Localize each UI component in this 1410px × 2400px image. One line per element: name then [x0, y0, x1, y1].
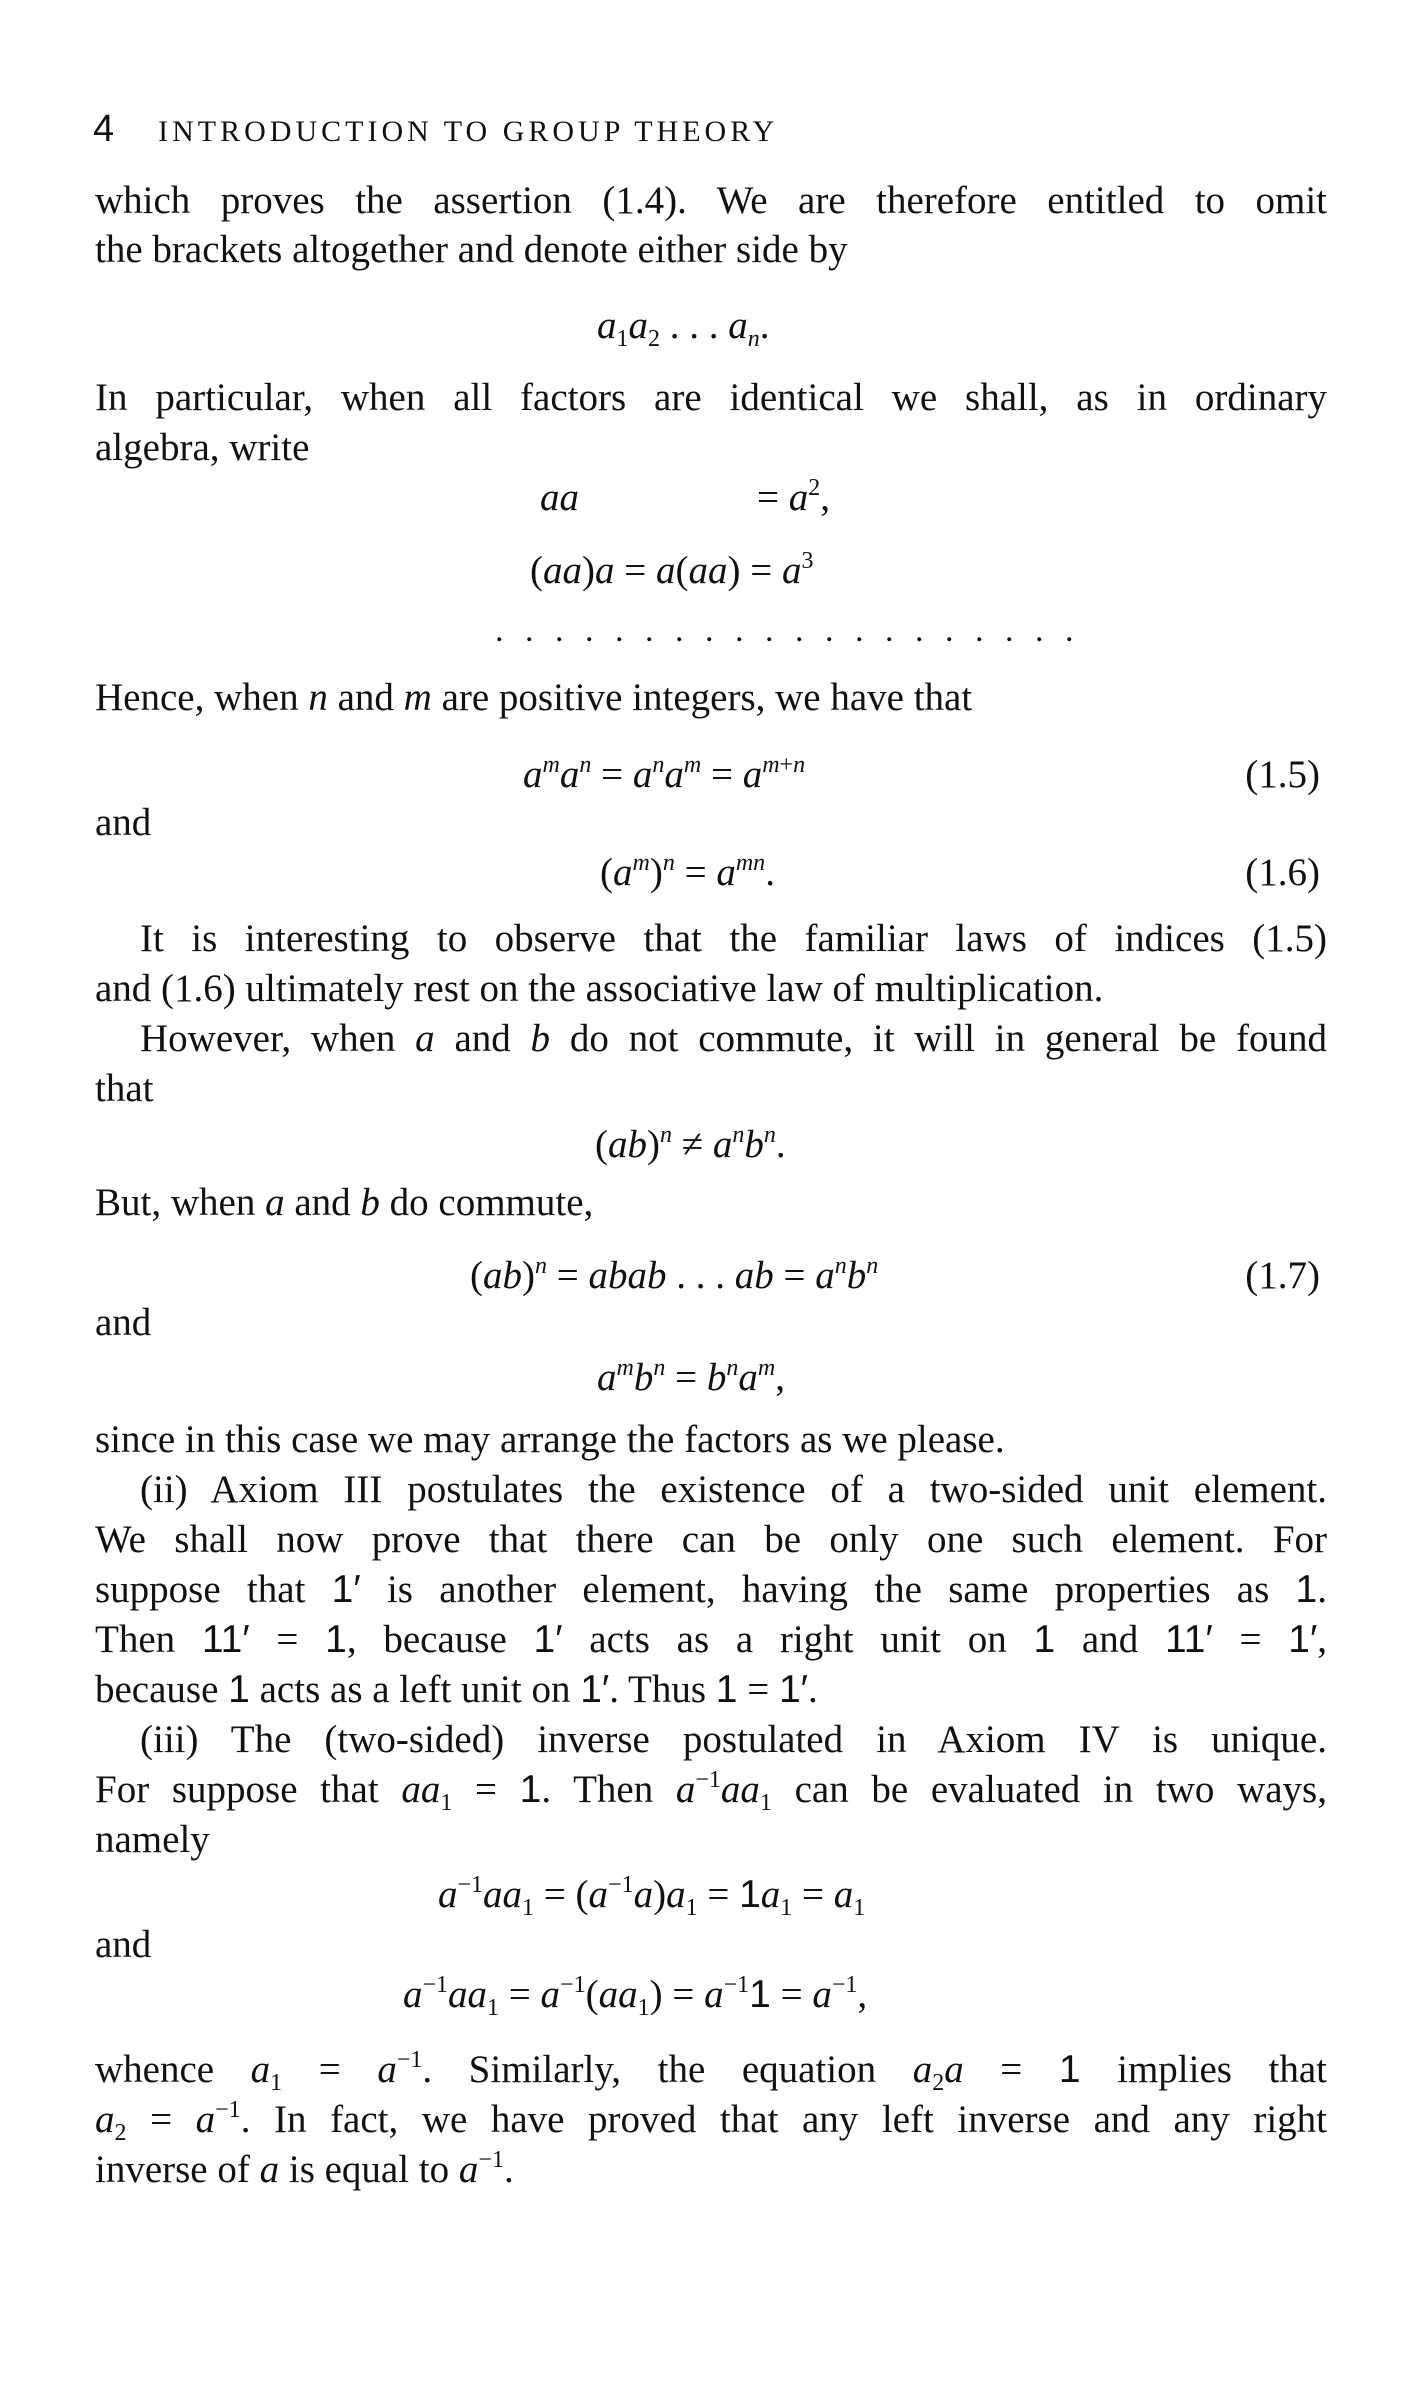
running-title: INTRODUCTION TO GROUP THEORY: [158, 115, 779, 148]
equation: (ab)$^n$ = abab . . . ab = $a^nb^n$: [470, 1253, 879, 1297]
text-line: It is interesting to observe that the familiar laws of indices (1.5): [140, 917, 1327, 960]
equation: $a^{-1}aa_1 = (a^{-1}a)a_1 = 1a_1 = a_1$: [438, 1872, 866, 1921]
text-line: and: [95, 1301, 152, 1344]
text-line: the brackets altogether and denote either side by: [95, 228, 848, 271]
text-line: For suppose that $aa_1 = 1$. Then $a^{-1}aa_1$ can be evaluated in two ways,: [95, 1767, 1327, 1816]
text-line: that: [95, 1067, 154, 1110]
text-line: inverse of a is equal to $a^{-1}$.: [95, 2147, 514, 2191]
text-line: namely: [95, 1818, 210, 1861]
text-line: suppose that 1′ is another element, having the same properties as 1.: [95, 1568, 1327, 1611]
text-line: whence $a_1 = a^{-1}$. Similarly, the equation $a_2a = 1$ implies that: [95, 2047, 1327, 2096]
equation: aa: [540, 476, 579, 519]
text-line: Then 11′ = 1, because 1′ acts as a right unit on 1 and 11′ = 1′,: [95, 1618, 1328, 1661]
text-line: and (1.6) ultimately rest on the associative law of multiplication.: [95, 967, 1104, 1010]
equation-number: (1.5): [1245, 753, 1320, 796]
text-line: Hence, when n and m are positive integers, we have that: [95, 676, 973, 719]
text-line: However, when a and b do not commute, it will in general be found: [140, 1017, 1327, 1060]
equation: $(ab)^n \ne a^nb^n$.: [595, 1122, 786, 1166]
text-line: We shall now prove that there can be only one such element. For: [95, 1518, 1327, 1561]
text-line: algebra, write: [95, 426, 310, 469]
text-line: (iii) The (two-sided) inverse postulated in Axiom IV is unique.: [140, 1718, 1327, 1761]
text-line: since in this case we may arrange the factors as we please.: [95, 1418, 1005, 1461]
text-line: But, when a and b do commute,: [95, 1181, 594, 1224]
text-line: and: [95, 801, 152, 844]
running-header: [93, 108, 778, 151]
text-line: which proves the assertion (1.4). We are therefore entitled to omit: [95, 179, 1327, 222]
equation-number: (1.7): [1245, 1254, 1320, 1297]
equation: $(a^m)^n = a^{mn}$.: [600, 850, 775, 894]
equation: $(aa)a = a(aa) = a^3$: [530, 548, 814, 592]
text-line: and: [95, 1923, 152, 1966]
equation: = $a^2$,: [757, 475, 830, 519]
equation: $a^{-1}aa_1 = a^{-1}(aa_1) = a^{-1}1 = a^{-1}$,: [403, 1972, 868, 2021]
continuation-dots: . . . . . . . . . . . . . . . . . . . .: [495, 612, 1080, 649]
page-number: 4: [93, 108, 115, 150]
equation: $a^ma^n = a^na^m = a^{m+n}$: [523, 752, 806, 796]
equation: $a^mb^n = b^na^m$,: [597, 1355, 785, 1399]
text-line: (ii) Axiom III postulates the existence of a two-sided unit element.: [140, 1468, 1327, 1511]
text-line: In particular, when all factors are identical we shall, as in ordinary: [95, 376, 1327, 419]
text-line: $a_2 = a^{-1}$. In fact, we have proved that any left inverse and any right: [95, 2097, 1327, 2146]
text-line: because 1 acts as a left unit on 1′. Thus 1 = 1′.: [95, 1668, 818, 1711]
equation: $a_1a_2$ . . . $a_n$.: [597, 304, 770, 352]
equation-number: (1.6): [1245, 851, 1320, 894]
